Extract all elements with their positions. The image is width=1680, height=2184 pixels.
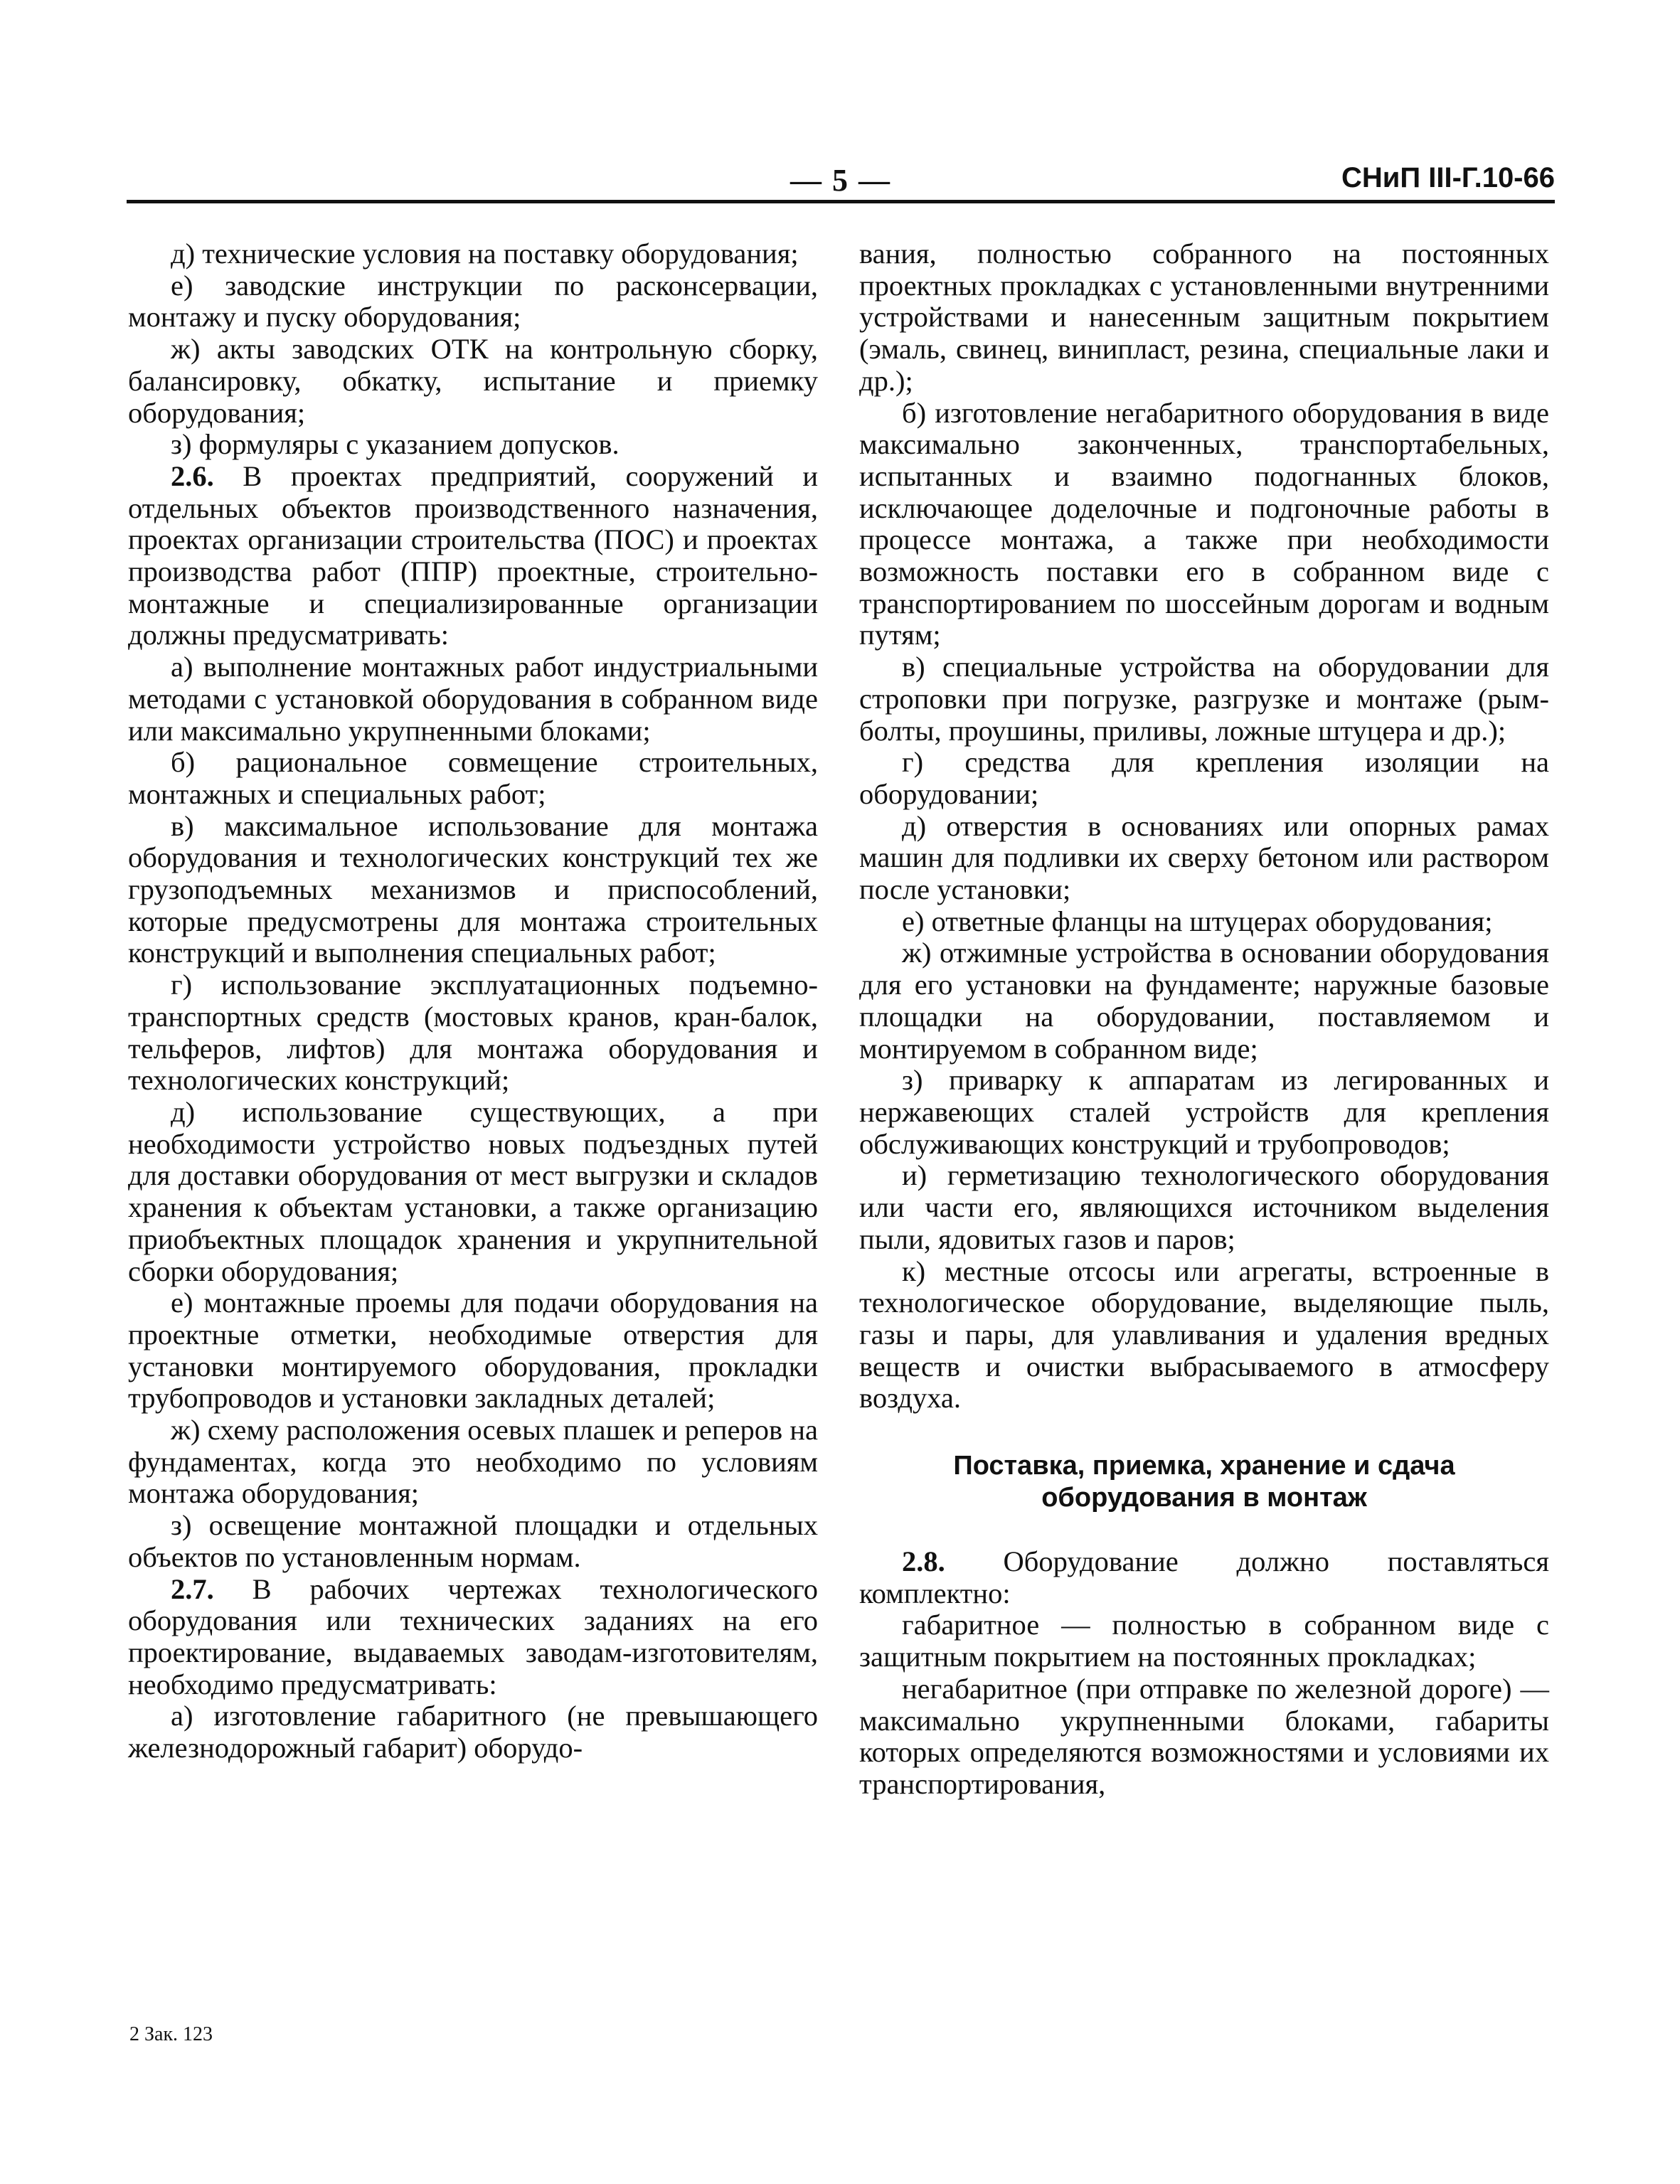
paragraph: а) изготовление габаритного (не превышающего железнодорожный габарит) оборудо- (128, 1700, 818, 1764)
paragraph: е) заводские инструкции по расконсервации, монтажу и пуску оборудования; (128, 269, 818, 334)
paragraph: и) герметизацию технологического оборудования или части его, являющихся источником выделения пыли, ядовитых газов и паров; (859, 1159, 1549, 1255)
clause-2-6: 2.6. В проектах предприятий, сооружений и отдельных объектов производственного назначения, проектах организации строительства (ПОС) и проектах производства работ (ППР) проектные, строительно-монтажные и специализированные организации должны предусматривать: (128, 459, 818, 651)
header-rule (127, 200, 1555, 203)
page-number: — 5 — (790, 163, 891, 198)
paragraph: б) рациональное совмещение строительных, монтажных и специальных работ; (128, 746, 818, 810)
clause-2-7: 2.7. В рабочих чертежах технологического оборудования или технических заданиях на его проектирование, выдаваемых заводам-изготовителям, необходимо предусматривать: (128, 1572, 818, 1700)
document-code: СНиП III-Г.10-66 (1341, 162, 1555, 193)
paragraph: ж) отжимные устройства в основании оборудования для его установки на фундаменте; наружные базовые площадки на оборудовании, поставляемом и монтируемом в собранном виде; (859, 937, 1549, 1065)
paragraph: б) изготовление негабаритного оборудования в виде максимально законченных, транспортабельных, испытанных и взаимно подогнанных блоков, исключающее доделочные и подгоночные работы в процессе монтажа, а также при необходимости возможность поставки его в собранном виде с транспортированием по шоссейным дорогам и водным путям; (859, 396, 1549, 651)
paragraph: а) выполнение монтажных работ индустриальными методами с установкой оборудования в собранном виде или максимально укрупненными блоками; (128, 651, 818, 747)
paragraph: е) ответные фланцы на штуцерах оборудования; (902, 905, 1493, 937)
paragraph: з) освещение монтажной площадки и отдельных объектов по установленным нормам. (128, 1509, 818, 1573)
paragraph: г) средства для крепления изоляции на оборудовании; (859, 746, 1549, 810)
clause-number: 2.6. (171, 459, 214, 492)
paragraph: ж) схему расположения осевых плашек и реперов на фундаментах, когда это необходимо по условиям монтажа оборудования; (128, 1414, 818, 1510)
paragraph: д) использование существующих, а при необходимости устройство новых подъездных путей для доставки оборудования от мест выгрузки и складов хранения к объектам установки, а также организацию приобъектных площадок хранения и укрупнительной сборки оборудования; (128, 1095, 818, 1287)
paragraph: в) максимальное использование для монтажа оборудования и технологических конструкций тех же грузоподъемных механизмов и приспособлений, которые предусмотрены для монтажа строительных конструкций и выполнения специальных работ; (128, 809, 818, 969)
paragraph: е) монтажные проемы для подачи оборудования на проектные отметки, необходимые отверстия для установки монтируемого оборудования, прокладки трубопроводов и установки закладных деталей; (128, 1287, 818, 1415)
clause-number: 2.8. (902, 1545, 945, 1578)
paragraph: д) технические условия на поставку оборудования; (171, 238, 799, 270)
paragraph: вания, полностью собранного на постоянных проектных прокладках с установленными внутренними устройствами и нанесенным защитным покрытием (эмаль, свинец, винипласт, резина, специальные лаки и др.); (859, 238, 1549, 397)
paragraph: з) формуляры с указанием допусков. (171, 428, 620, 461)
left-column (128, 238, 818, 1764)
footer-print-note: 2 Зак. 123 (129, 2023, 213, 2045)
paragraph: ж) акты заводских ОТК на контрольную сборку, балансировку, обкатку, испытание и приемку оборудования; (128, 333, 818, 429)
paragraph: к) местные отсосы или агрегаты, встроенные в технологическое оборудование, выделяющие пыль, газы и пары, для улавливания и удаления вредных веществ и очистки выбрасываемого в атмосферу воздуха. (859, 1255, 1549, 1415)
page-header (127, 162, 1555, 205)
right-column (859, 238, 1549, 1801)
paragraph: г) использование эксплуатационных подъемно-транспортных средств (мостовых кранов, кран-балок, тельферов, лифтов) для монтажа оборудования и технологических конструкций; (128, 969, 818, 1097)
section-heading: Поставка, приемка, хранение и сдача оборудования в монтаж (953, 1451, 1455, 1513)
paragraph: габаритное — полностью в собранном виде с защитным покрытием на постоянных прокладках; (859, 1609, 1549, 1673)
paragraph: з) приварку к аппаратам из легированных и нержавеющих сталей устройств для крепления обслуживающих конструкций и трубопроводов; (859, 1064, 1549, 1160)
clause-number: 2.7. (171, 1572, 214, 1605)
paragraph: д) отверстия в основаниях или опорных рамах машин для подливки их сверху бетоном или раствором после установки; (859, 809, 1549, 906)
clause-2-8: 2.8. Оборудование должно поставляться комплектно: (859, 1545, 1549, 1609)
paragraph: негабаритное (при отправке по железной дороге) — максимально укрупненными блоками, габариты которых определяются возможностями и условиями их транспортирования, (859, 1672, 1549, 1800)
paragraph: в) специальные устройства на оборудовании для строповки при погрузке, разгрузке и монтаже (рым-болты, проушины, приливы, ложные штуцера и др.); (859, 651, 1549, 747)
